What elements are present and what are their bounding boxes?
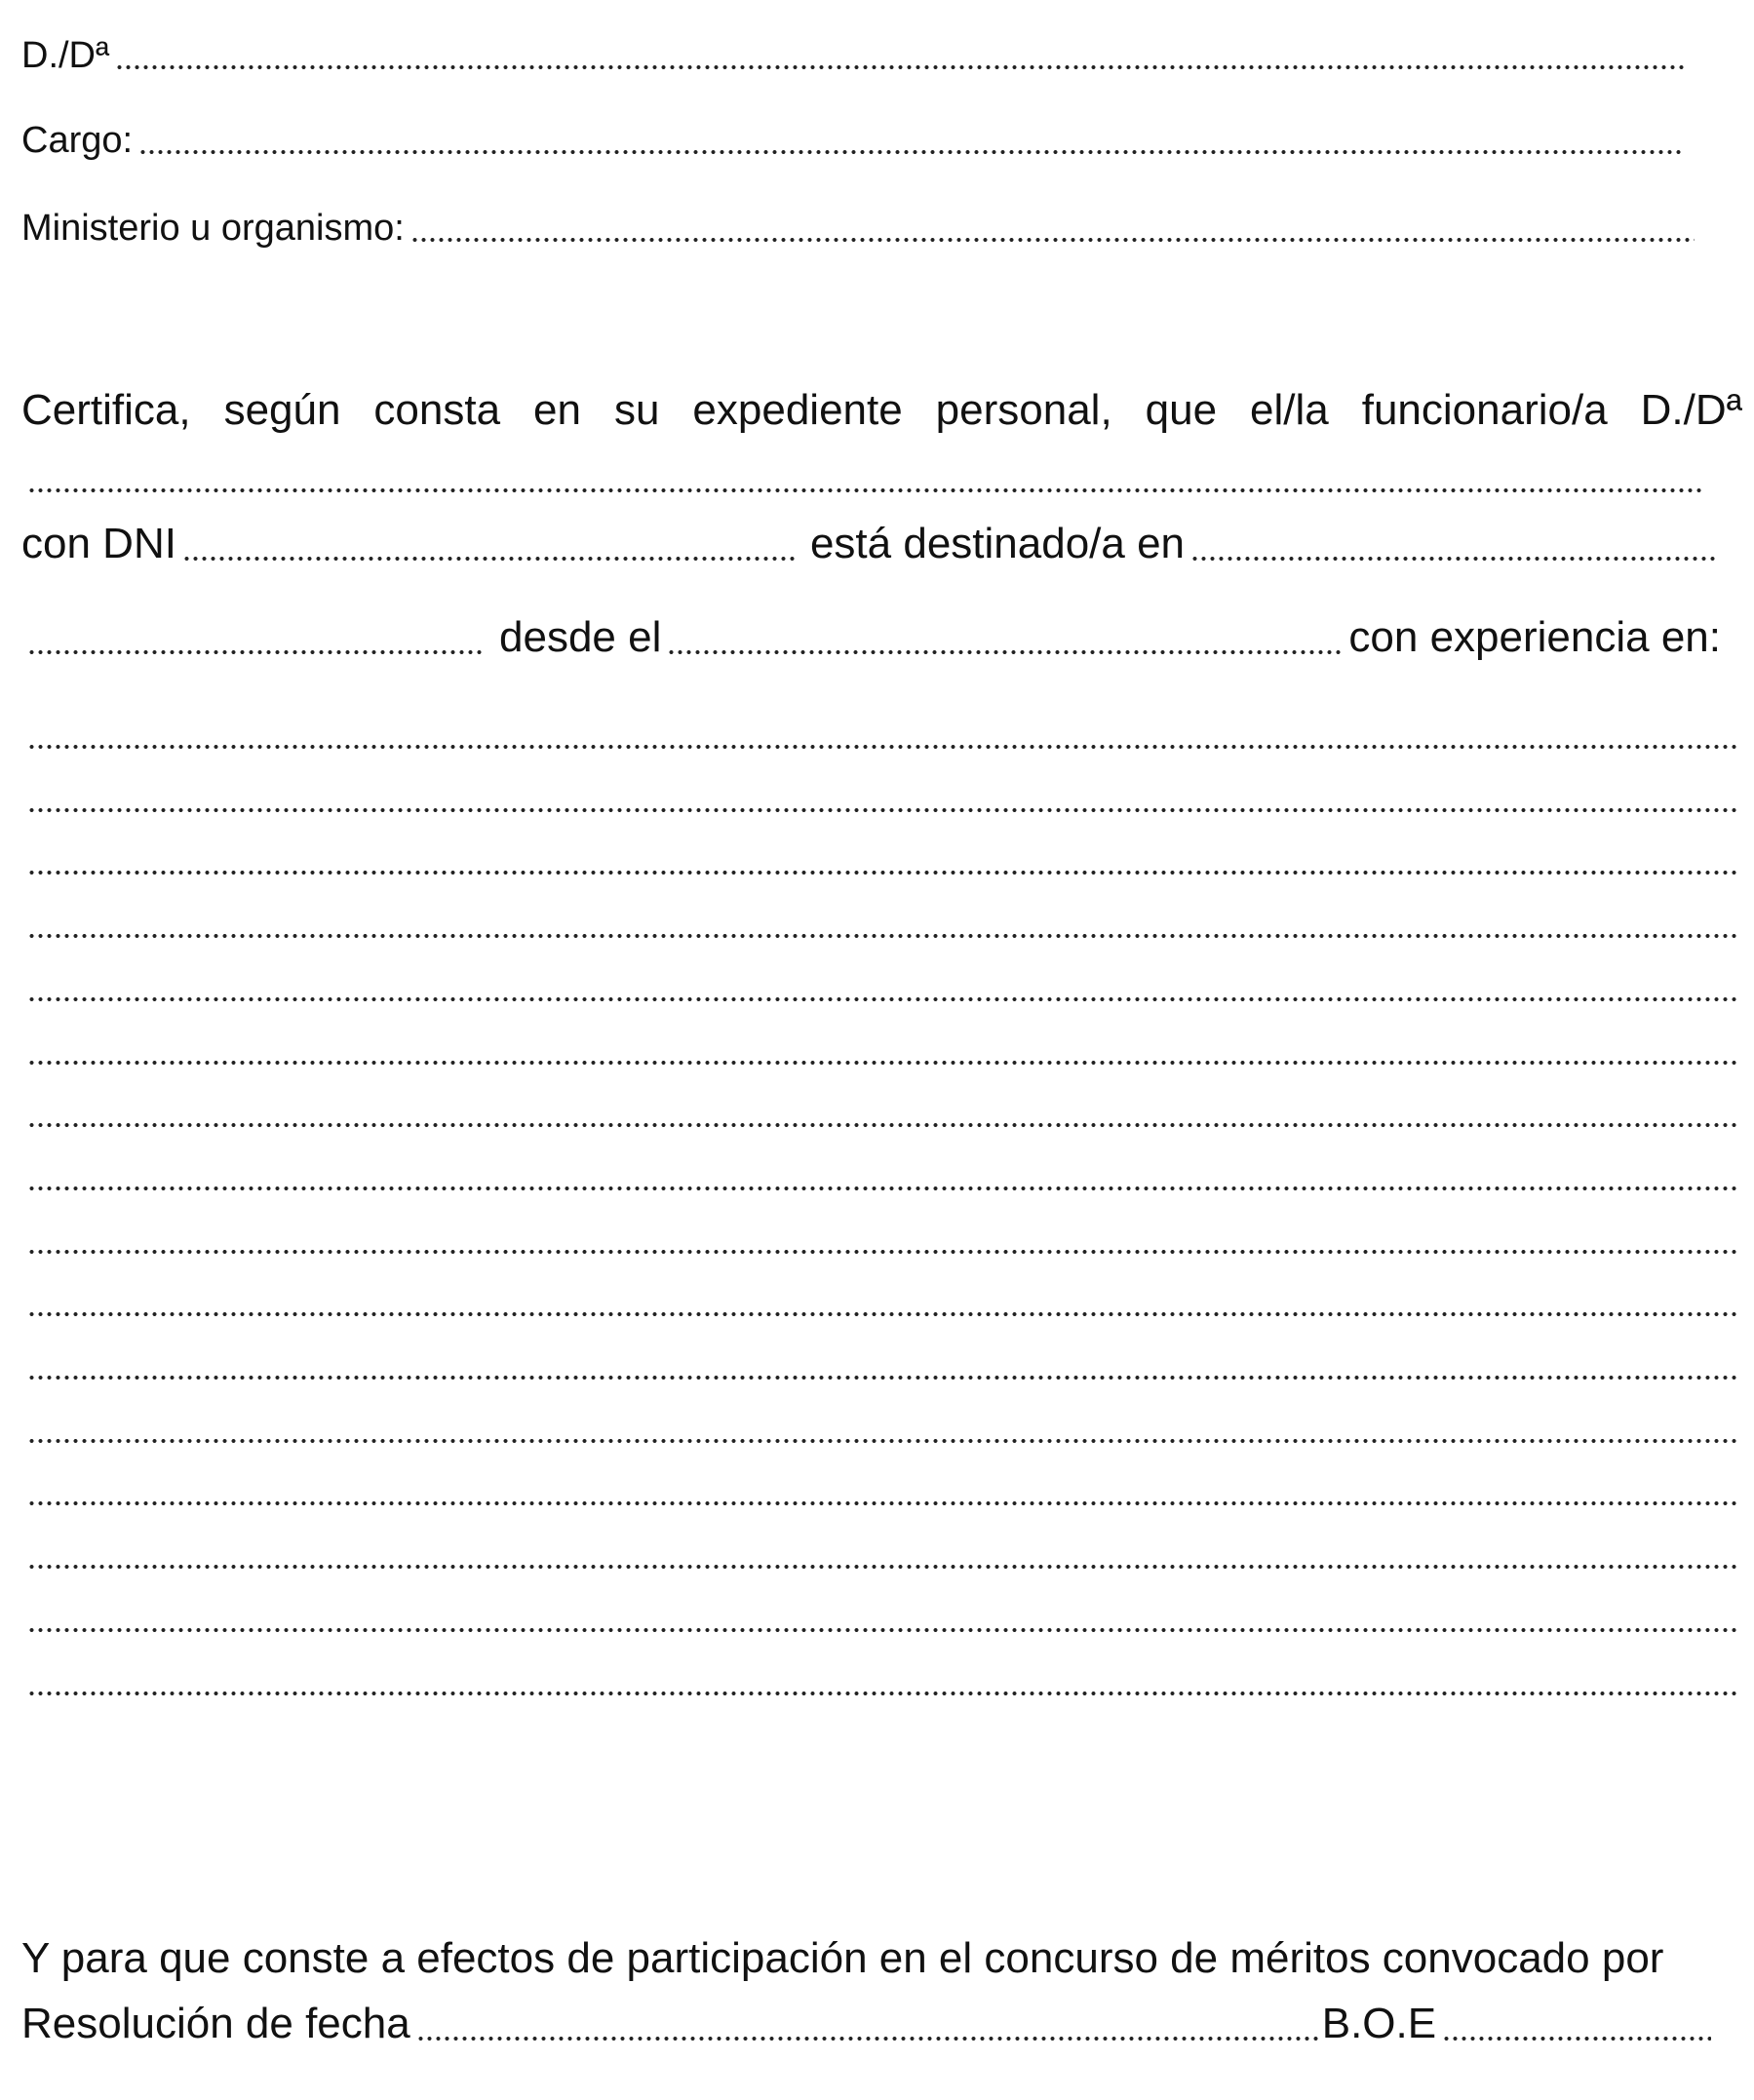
certifica-word: D./Dª	[1640, 386, 1742, 434]
experience-blank[interactable]	[21, 1580, 1742, 1643]
experience-blank-row	[21, 1644, 1742, 1706]
experience-blank-row	[21, 1580, 1742, 1643]
certifica-word: en	[533, 386, 581, 434]
boe-label: B.O.E	[1321, 2000, 1437, 2047]
name-field-row	[21, 18, 1742, 80]
destino-blank[interactable]	[1185, 509, 1723, 571]
ministerio-label: Ministerio u organismo:	[21, 208, 405, 249]
certifica-line	[21, 375, 1742, 438]
dni-destino-row	[21, 509, 1742, 571]
ministerio-blank[interactable]	[405, 190, 1698, 253]
experience-blank-row	[21, 1328, 1742, 1390]
cargo-label: Cargo:	[21, 120, 134, 161]
experience-blank-row	[21, 697, 1742, 759]
certifica-word: que	[1145, 386, 1218, 434]
resolucion-fecha-blank[interactable]	[410, 1989, 1322, 2051]
experience-blank-row	[21, 1075, 1742, 1138]
experience-blank-row	[21, 886, 1742, 949]
desde-label: desde el	[499, 613, 662, 661]
funcionario-name-blank-row	[21, 441, 1742, 503]
certifica-word: el/la	[1250, 386, 1329, 434]
name-blank[interactable]	[109, 18, 1689, 80]
experience-blank[interactable]	[21, 1328, 1742, 1390]
closing-text: Y para que conste a efectos de participación en el concurso de méritos convocado por	[21, 1934, 1664, 1982]
experience-blank[interactable]	[21, 950, 1742, 1012]
resolucion-row	[21, 1989, 1742, 2051]
experience-blank[interactable]	[21, 886, 1742, 949]
experience-blank-row	[21, 760, 1742, 823]
certifica-word: según	[223, 386, 341, 434]
experience-blank[interactable]	[21, 1013, 1742, 1075]
funcionario-name-blank[interactable]	[21, 441, 1708, 503]
fecha-desde-blank[interactable]	[661, 603, 1348, 665]
certifica-word: expediente	[692, 386, 903, 434]
experience-blank-row	[21, 823, 1742, 885]
experience-blank-row	[21, 1013, 1742, 1075]
experience-blank[interactable]	[21, 1644, 1742, 1706]
certifica-word: su	[613, 386, 660, 434]
experience-blank[interactable]	[21, 1454, 1742, 1516]
name-label: D./Dª	[21, 35, 110, 76]
experience-blank-row	[21, 1391, 1742, 1454]
certifica-word: personal,	[935, 386, 1112, 434]
experience-blank-row	[21, 950, 1742, 1012]
experience-blank[interactable]	[21, 697, 1742, 759]
experiencia-label: con experiencia en:	[1348, 613, 1721, 661]
experience-blank[interactable]	[21, 1517, 1742, 1579]
certifica-word: funcionario/a	[1361, 386, 1608, 434]
certifica-word: Certifica,	[21, 386, 191, 434]
closing-line-1	[21, 1924, 1742, 1986]
destinado-label: está destinado/a en	[809, 520, 1186, 567]
experience-blank[interactable]	[21, 1139, 1742, 1201]
experience-blank[interactable]	[21, 823, 1742, 885]
ministerio-field-row	[21, 190, 1742, 253]
experience-blank[interactable]	[21, 1202, 1742, 1264]
cargo-blank[interactable]	[133, 102, 1689, 165]
experience-blank[interactable]	[21, 1391, 1742, 1454]
cargo-field-row	[21, 102, 1742, 165]
experience-blank-row	[21, 1454, 1742, 1516]
experience-blank-row	[21, 1202, 1742, 1264]
desde-experiencia-row	[21, 603, 1742, 665]
experience-blank-row	[21, 1264, 1742, 1327]
resolucion-label: Resolución de fecha	[21, 2000, 410, 2047]
dni-blank[interactable]	[176, 509, 800, 571]
experience-blank-row	[21, 1139, 1742, 1201]
certifica-text	[21, 386, 1742, 438]
certifica-word: consta	[373, 386, 501, 434]
dni-label: con DNI	[21, 520, 176, 567]
experience-blank[interactable]	[21, 760, 1742, 823]
experience-blank[interactable]	[21, 1075, 1742, 1138]
experience-blank-row	[21, 1517, 1742, 1579]
experience-blank[interactable]	[21, 1264, 1742, 1327]
destino-continuation-blank[interactable]	[21, 603, 489, 665]
boe-blank[interactable]	[1436, 1989, 1715, 2051]
